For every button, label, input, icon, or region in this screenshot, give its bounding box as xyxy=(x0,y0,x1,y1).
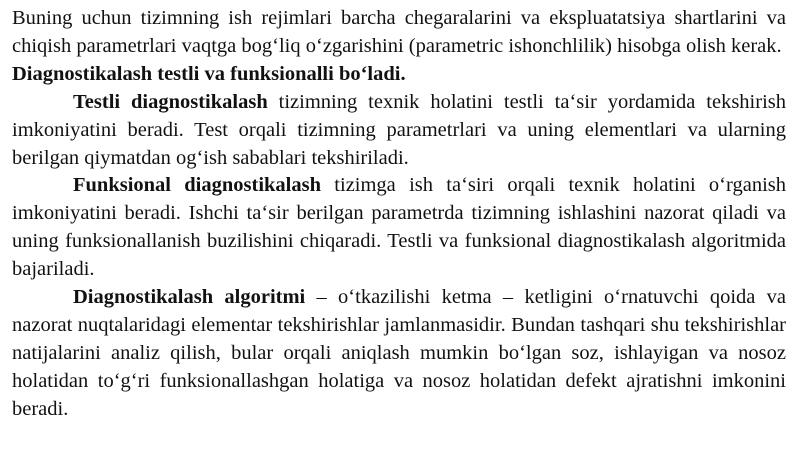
testli-text: tizimning texnik holatini testli ta‘sir yordamida tekshirish imkoniyatini beradi. Test orqali tizimning parametrlari va uning elementlari va ularning berilgan qiymatdan og‘ish sabablari tekshiriladi. xyxy=(12,90,786,169)
document-page xyxy=(12,5,786,424)
testli-term: Testli diagnostikalash xyxy=(73,90,268,113)
algoritm-text: – o‘tkazilishi ketma – ketligini o‘rnatuvchi qoida va nazorat nuqtalaridagi elementar tekshirishlar jamlanmasidir. Bundan tashqari shu tekshirishlar natijalarini analiz qilish, bular orqali aniqlash mumkin bo‘lgan soz, ishlayigan va nosoz holatidan to‘g‘ri funksionallashgan holatiga va nosoz holatidan defekt ajratishni imkonini beradi. xyxy=(12,286,787,420)
funksional-paragraph xyxy=(12,172,786,284)
algoritm-term: Diagnostikalash algoritmi xyxy=(73,286,306,309)
section-heading: Diagnostikalash testli va funksionalli bo‘ladi. xyxy=(12,62,406,85)
testli-paragraph xyxy=(12,89,786,173)
funksional-term: Funksional diagnostikalash xyxy=(73,174,322,197)
funksional-text: tizimga ish ta‘siri orqali texnik holatini o‘rganish imkoniyatini beradi. Ishchi ta‘sir berilgan parametrda tizimning ishlashini nazorat qiladi va uning funksionallanish buzilishini chiqaradi. Testli va funksional diagnostikalash algoritmida bajariladi. xyxy=(12,174,786,281)
algoritm-paragraph xyxy=(12,284,786,424)
intro-paragraph: Buning uchun tizimning ish rejimlari barcha chegaralarini va ekspluatatsiya shartlarini va chiqish parametrlari vaqtga bog‘liq o‘zgarishini (parametric ishonchlilik) hisobga olish kerak. xyxy=(12,7,786,57)
